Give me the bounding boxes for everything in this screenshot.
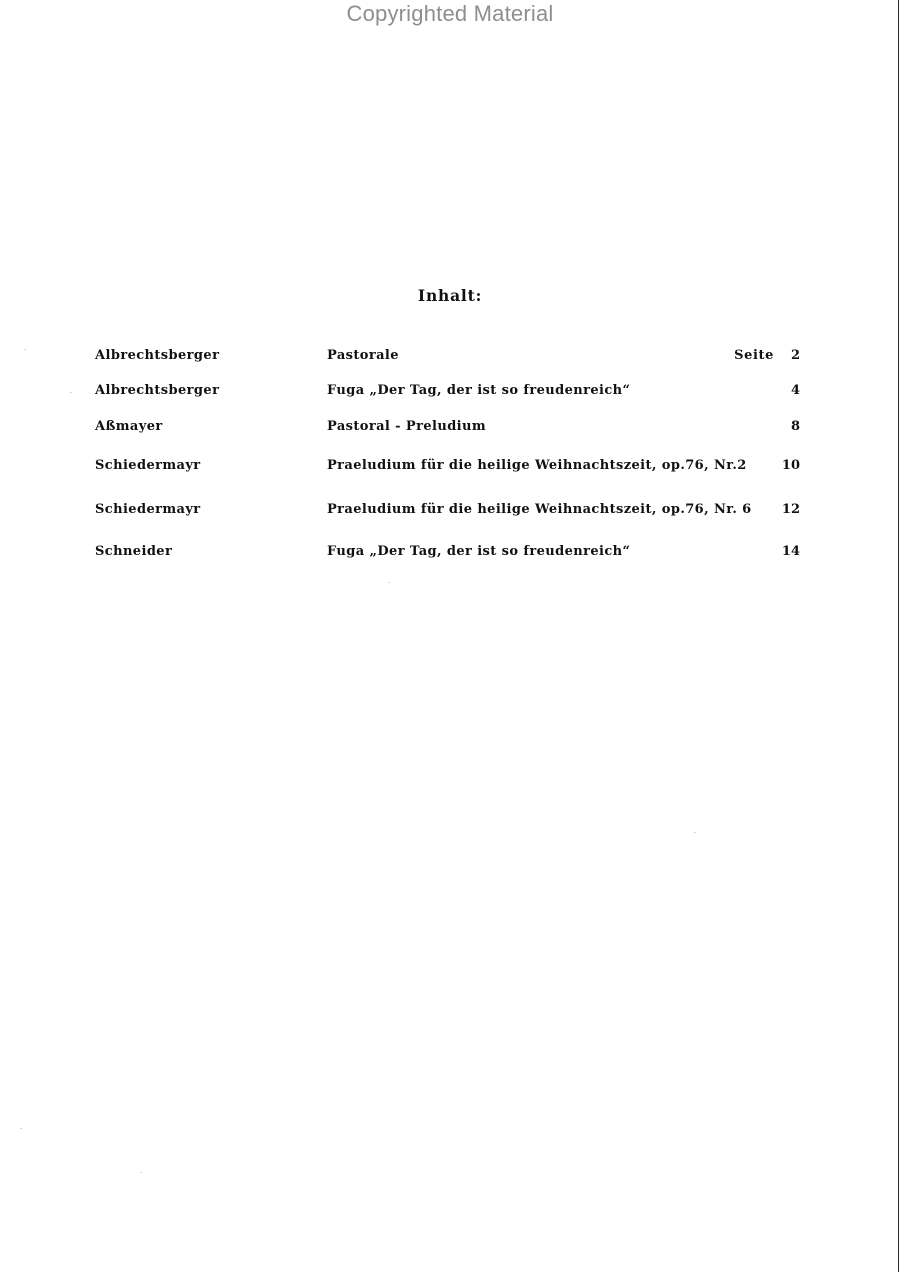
scan-speck	[694, 832, 696, 833]
toc-work-title: Fuga „Der Tag, der ist so freudenreich“	[327, 383, 631, 398]
toc-entry	[0, 502, 900, 524]
toc-entry	[0, 348, 900, 370]
scan-speck	[24, 349, 26, 350]
toc-entry	[0, 458, 900, 480]
toc-page-number: 12	[781, 502, 800, 517]
toc-page-number: 14	[781, 544, 800, 559]
toc-work-title: Pastorale	[327, 348, 399, 363]
toc-composer: Schneider	[95, 544, 173, 559]
toc-work-title: Praeludium für die heilige Weihnachtszeit, op.76, Nr.2	[327, 458, 747, 473]
contents-title: Inhalt:	[417, 286, 483, 305]
toc-page-number: 10	[781, 458, 800, 473]
toc-composer: Schiedermayr	[95, 458, 201, 473]
toc-work-title: Fuga „Der Tag, der ist so freudenreich“	[327, 544, 631, 559]
scan-speck	[20, 1128, 22, 1129]
toc-composer: Albrechtsberger	[95, 348, 220, 363]
seite-label: Seite	[734, 348, 774, 363]
toc-page-number: 8	[790, 419, 800, 434]
scan-speck	[140, 1172, 142, 1173]
page-edge-line	[898, 0, 899, 1272]
toc-composer: Albrechtsberger	[95, 383, 220, 398]
toc-composer: Aßmayer	[95, 419, 163, 434]
toc-work-title: Praeludium für die heilige Weihnachtszeit, op.76, Nr. 6	[327, 502, 752, 517]
toc-entry	[0, 383, 900, 405]
toc-entry	[0, 544, 900, 566]
scan-speck	[388, 582, 390, 583]
toc-entry	[0, 419, 900, 441]
copyright-watermark: Copyrighted Material	[346, 1, 554, 26]
toc-page-number: 4	[790, 383, 800, 398]
toc-composer: Schiedermayr	[95, 502, 201, 517]
toc-page-number: 2	[790, 348, 800, 363]
scan-speck	[70, 392, 72, 393]
toc-work-title: Pastoral - Preludium	[327, 419, 487, 434]
